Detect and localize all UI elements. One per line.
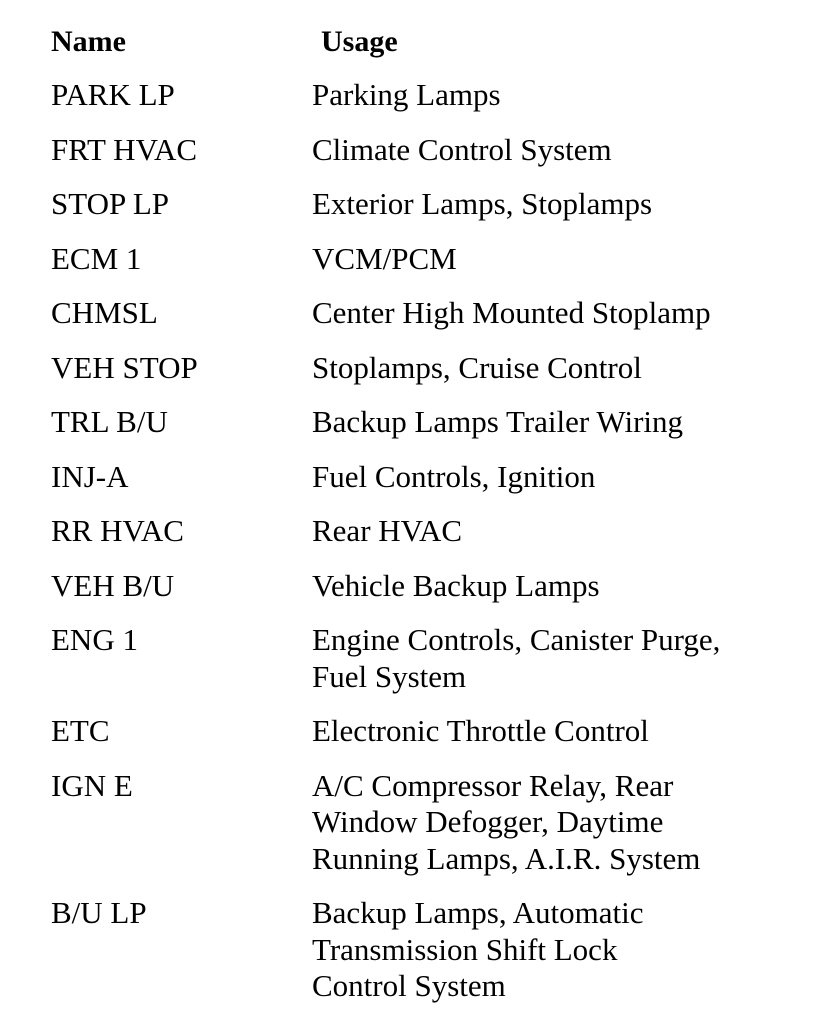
table-row [51,186,811,223]
table-row [51,895,811,1005]
fuse-name: ENG 1 [51,622,138,657]
fuse-name: B/U LP [51,895,147,930]
fuse-usage: Parking Lamps [312,77,501,112]
table-row [51,404,811,441]
fuse-name: INJ-A [51,458,129,494]
fuse-usage: Stoplamps, Cruise Control [312,349,642,385]
table-row [51,77,811,114]
fuse-name: CHMSL [51,295,158,330]
fuse-usage: Backup Lamps Trailer Wiring [312,404,684,439]
fuse-usage: Climate Control System [312,131,612,167]
table-row [51,713,811,750]
fuse-name: TRL B/U [51,404,168,439]
fuse-usage: Electronic Throttle Control [312,713,649,748]
fuse-usage: A/C Compressor Relay, Rear Window Defogger, Daytime Running Lamps, A.I.R. System [312,767,701,876]
table-row [51,132,811,169]
header-name: Name [51,25,126,58]
fuse-usage: Center High Mounted Stoplamp [312,295,711,330]
header-usage: Usage [321,25,398,58]
table-row [51,295,811,332]
fuse-usage: Rear HVAC [312,513,463,548]
table-row [51,622,811,695]
table-row [51,350,811,387]
fuse-name: RR HVAC [51,513,184,548]
fuse-usage: VCM/PCM [312,240,457,276]
fuse-name: VEH STOP [51,349,198,385]
fuse-usage: Exterior Lamps, Stoplamps [312,186,653,221]
table-row [51,241,811,278]
table-row [51,568,811,605]
fuse-name: STOP LP [51,186,170,221]
table-row [51,768,811,878]
fuse-usage: Backup Lamps, Automatic Transmission Shift Lock Control System [312,895,644,1003]
table-row [51,459,811,496]
fuse-usage: Vehicle Backup Lamps [312,567,600,603]
fuse-name: FRT HVAC [51,131,198,167]
fuse-name: PARK LP [51,77,175,112]
fuse-usage: Fuel Controls, Ignition [312,458,596,494]
table-body [51,77,811,1023]
fuse-usage: Engine Controls, Canister Purge, Fuel System [312,622,721,694]
fuse-name: ECM 1 [51,240,142,276]
table-row [51,513,811,550]
fuse-name: IGN E [51,767,133,803]
fuse-name: VEH B/U [51,567,175,603]
fuse-name: ETC [51,713,110,748]
